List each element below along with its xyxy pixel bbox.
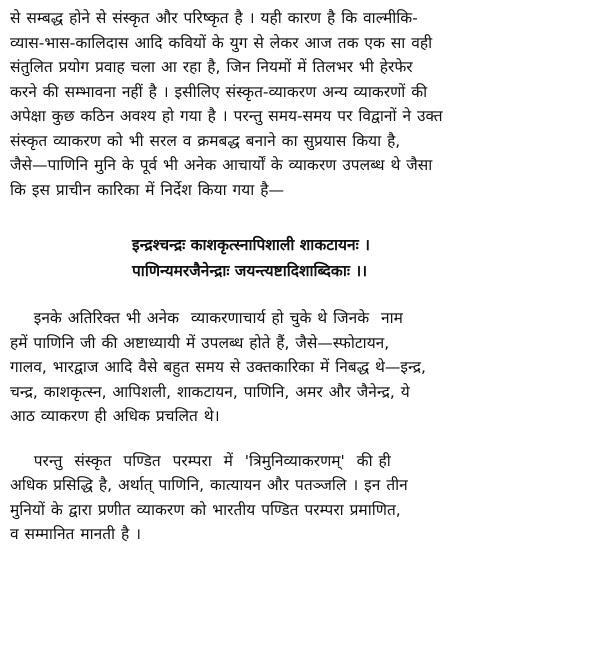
text-line: गालव, भारद्वाज आदि वैसे बहुत समय से उक्तकारिका में निबद्ध थे—इन्द्र, xyxy=(10,358,426,376)
text-line: करने की सम्भावना नहीं है । इसीलिए संस्कृत-व्याकरण अन्य व्याकरणों की xyxy=(10,82,428,101)
paragraph-grammarians xyxy=(10,306,590,429)
text-line: हमें पाणिनि जी की अष्टाध्यायी में उपलब्ध होते हैं, जैसे—स्फोटायन, xyxy=(10,333,390,352)
paragraph-trimuni xyxy=(10,449,590,547)
text-line: कि इस प्राचीन कारिका में निर्देश किया गया है— xyxy=(10,180,284,199)
text-line: परन्तु संस्कृत पण्डित परम्परा में 'त्रिमुनिव्याकरणम्' की ही xyxy=(10,451,391,470)
text-line: से सम्बद्ध होने से संस्कृत और परिष्कृत है । यही कारण है कि वाल्मीकि- xyxy=(10,9,418,27)
text-line: व सम्मानित मानती है । xyxy=(10,525,142,543)
text-line: जैसे—पाणिनि मुनि के पूर्व भी अनेक आचार्यों के व्याकरण उपलब्ध थे जैसा xyxy=(10,156,433,174)
verse-line-1: इन्द्रश्चन्द्रः काशकृत्स्नापिशाली शाकटायनः । xyxy=(132,236,371,254)
text-line: मुनियों के द्वारा प्रणीत व्याकरण को भारतीय पण्डित परम्परा प्रमाणित, xyxy=(10,500,401,519)
text-line: इनके अतिरिक्त भी अनेक व्याकरणाचार्य हो चुके थे जिनके नाम xyxy=(10,309,403,327)
text-line: व्यास-भास-कालिदास आदि कवियों के युग से लेकर आज तक एक सा वही xyxy=(10,33,433,52)
text-line: आठ व्याकरण ही अधिक प्रचलित थे। xyxy=(10,407,220,425)
verse-line-2: पाणिन्यमरजैनेन्द्राः जयन्त्यष्टादिशाब्दिकाः ।। xyxy=(132,262,368,280)
paragraph-intro xyxy=(10,6,590,202)
text-line: संतुलित प्रयोग प्रवाह चला आ रहा है, जिन नियमों में तिलभर भी हेरफेर xyxy=(10,58,413,76)
text-line: अपेक्षा कुछ कठिन अवश्य हो गया है । परन्तु समय-समय पर विद्वानों ने उक्त xyxy=(10,107,443,125)
text-line: संस्कृत व्याकरण को भी सरल व क्रमबद्ध बनाने का सुप्रयास किया है, xyxy=(10,131,401,150)
sanskrit-verse xyxy=(10,232,590,284)
text-line: अधिक प्रसिद्धि है, अर्थात् पाणिनि, कात्यायन और पतञ्जलि । इन तीन xyxy=(10,476,408,494)
text-line: चन्द्र, काशकृत्स्न, आपिशली, शाकटायन, पाणिनि, अमर और जैनेन्द्र, ये xyxy=(10,382,410,401)
